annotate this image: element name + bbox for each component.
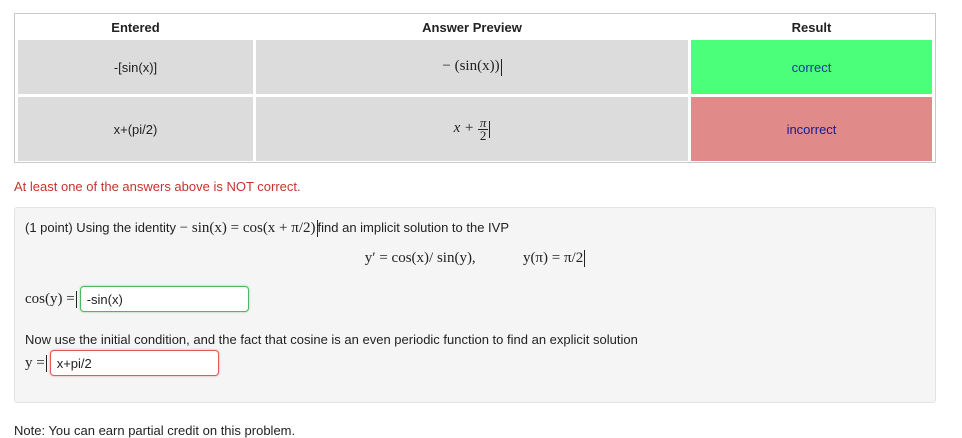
warning-message: At least one of the answers above is NOT correct. <box>14 179 301 194</box>
entered-cell: x+(pi/2) <box>18 97 253 161</box>
text-cursor <box>76 291 77 308</box>
results-header-row <box>18 17 932 37</box>
preview-cell <box>256 40 688 94</box>
explicit-intro: Now use the initial condition, and the fact that cosine is an even periodic function to find an explicit solution <box>25 332 638 347</box>
preview-math: − (sin(x)) <box>442 58 500 75</box>
intro-text: (1 point) Using the identity <box>25 220 177 235</box>
intro-end-text: find an implicit solution to the IVP <box>317 220 510 235</box>
problem-box <box>14 207 936 403</box>
result-cell-correct: correct <box>691 40 932 94</box>
implicit-label: cos(y) = <box>25 290 75 307</box>
text-cursor <box>489 121 490 138</box>
fraction-denominator: 2 <box>479 127 487 143</box>
fraction <box>478 114 489 143</box>
ode-math: y′ = cos(x)/ sin(y), <box>364 250 476 266</box>
ivp-display <box>15 250 935 267</box>
preview-cell <box>256 97 688 161</box>
initial-condition-math: y(π) = π/2 <box>522 250 584 266</box>
explicit-answer-input[interactable] <box>50 350 219 376</box>
preview-prefix: x + <box>453 120 475 137</box>
explicit-answer-row <box>25 350 219 376</box>
implicit-answer-row <box>25 286 249 312</box>
problem-intro <box>25 220 509 237</box>
table-row <box>18 97 932 161</box>
preview-math <box>453 114 489 143</box>
fraction-numerator: π <box>479 114 487 130</box>
header-entered: Entered <box>111 19 160 35</box>
table-row <box>18 40 932 94</box>
identity-math: − sin(x) = cos(x + π/2) <box>179 220 316 236</box>
result-cell-incorrect: incorrect <box>691 97 932 161</box>
explicit-label: y = <box>25 354 45 371</box>
header-answer-preview: Answer Preview <box>422 19 522 35</box>
implicit-answer-input[interactable] <box>80 286 249 312</box>
text-cursor <box>584 250 585 267</box>
text-cursor <box>46 355 47 372</box>
header-result: Result <box>791 19 832 35</box>
text-cursor <box>501 59 502 76</box>
note-text: Note: You can earn partial credit on this problem. <box>14 423 296 438</box>
results-table <box>14 13 936 163</box>
entered-cell: -[sin(x)] <box>18 40 253 94</box>
